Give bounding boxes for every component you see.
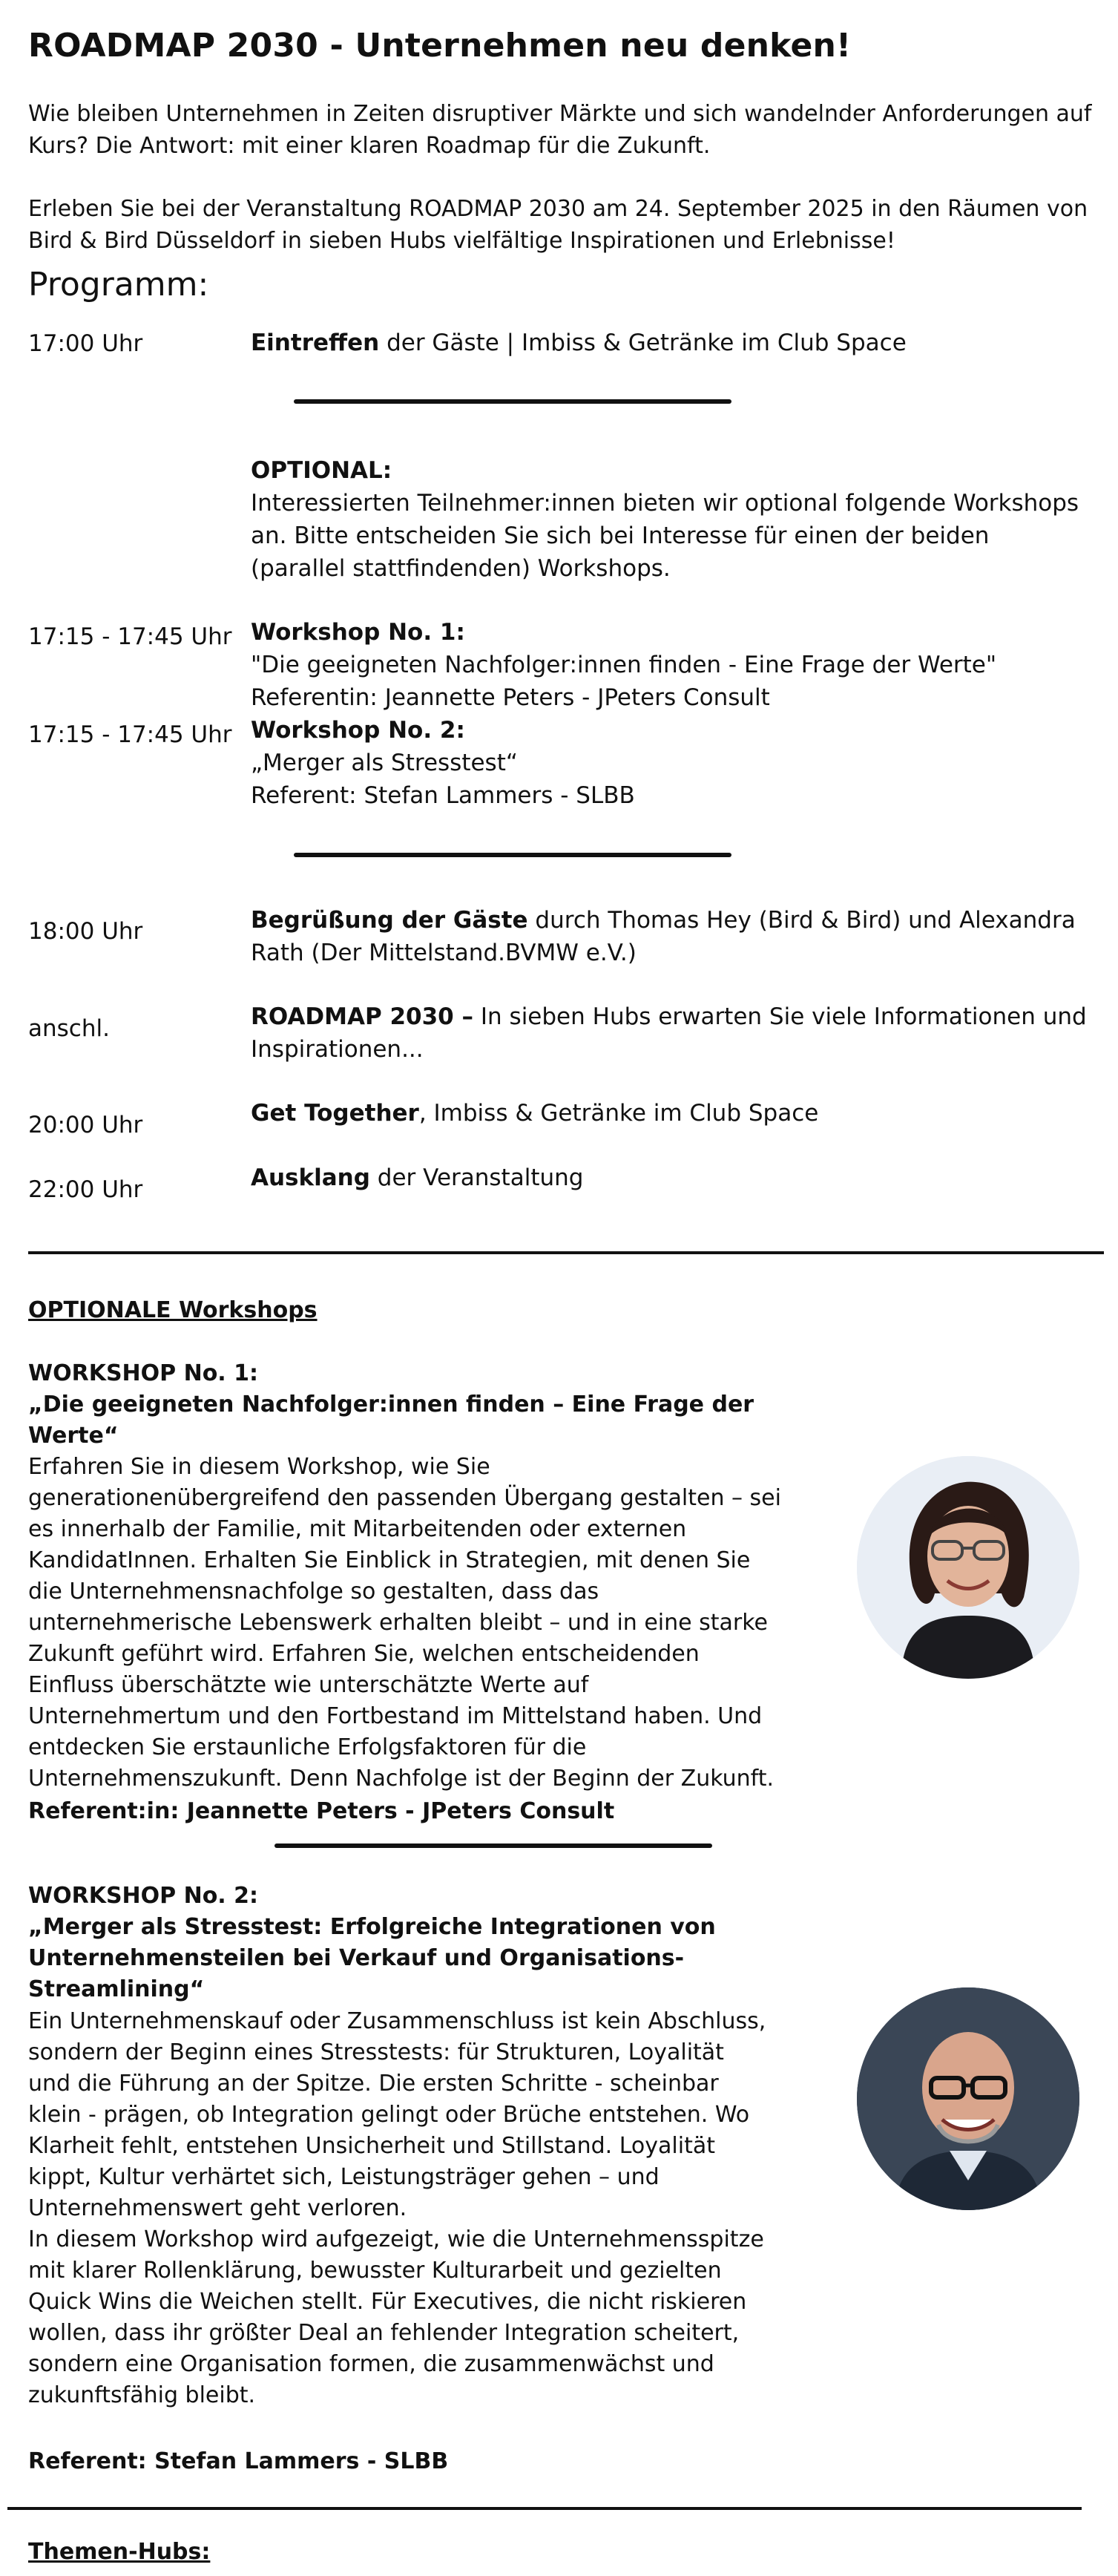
workshop-1-description: Erfahren Sie in diesem Workshop, wie Sie generationenübergreifend den passenden Übergang gestalten – sei es innerhalb der Familie, mit Mitarbeitenden oder externen KandidatInnen. Erhalten Sie Einblick in Strategien, mit denen Sie die Unternehmensnachfolge so gestalten, dass das unternehmerische Lebenswerk erhalten bleibt – und in eine starke Zukunft geführt wird. Erfahren Sie, welchen entscheidenden Einfluss überschätzte wie unterschätzte Werte auf Unternehmertum und den Fortbestand im Mittelstand haben. Und entdecken Sie erstaunliche Erfolgsfaktoren für die Unternehmenszukunft. Denn Nachfolge ist der Beginn der Zukunft. — [28, 1454, 781, 1792]
speaker-photo-stefan-lammers — [857, 1987, 1079, 2210]
brush-divider — [274, 1843, 712, 1848]
schedule-item-arrival: Eintreffen der Gäste | Imbiss & Getränke im Club Space — [251, 330, 907, 356]
workshop-2-heading: WORKSHOP No. 2: „Merger als Stresstest: Erfolgreiche Integrationen von Unternehmensteilen bei Verkauf und Organisations-Streamlining“ — [28, 1883, 716, 2002]
schedule-item-workshop-1: Workshop No. 1: "Die geeigneten Nachfolger:innen finden - Eine Frage der Werte" Referentin: Jeannette Peters - JPeters Consult — [251, 619, 997, 711]
brush-divider — [294, 399, 731, 404]
workshop-2-description: Ein Unternehmenskauf oder Zusammenschluss ist kein Abschluss, sondern der Beginn eines Stresstests: für Strukturen, Loyalität und die Führung an der Spitze. Die ersten Schritte - scheinbar klein - prägen, ob Integration gelingt oder Brüche entstehen. Wo Klarheit fehlt, entstehen Unsicherheit und Stillstand. Loyalität kippt, Kultur verhärtet sich, Leistungsträger gehen – und Unternehmenswert geht verloren. In diesem Workshop wird aufgezeigt, wie die Unternehmensspitze mit klarer Rollenklärung, bewusster Kulturarbeit und gezielten Quick Wins die Weichen stellt. Für Executives, die nicht riskieren wollen, dass ihr größter Deal an fehlender Integration scheitert, sondern eine Organisation formen, die zusammenwächst und zukunftsfähig bleibt. — [28, 2008, 766, 2408]
schedule-time: 17:15 - 17:45 Uhr — [28, 623, 232, 650]
section-divider — [7, 2507, 1082, 2510]
brush-divider — [294, 853, 731, 857]
schedule-item-get-together: Get Together, Imbiss & Getränke im Club Space — [251, 1100, 819, 1127]
schedule-time: 22:00 Uhr — [28, 1176, 143, 1203]
workshop-1-heading: WORKSHOP No. 1: „Die geeigneten Nachfolger:innen finden – Eine Frage der Werte“ — [28, 1360, 754, 1449]
schedule-item-roadmap: ROADMAP 2030 – In sieben Hubs erwarten Sie viele Informationen und Inspirationen... — [251, 1003, 1087, 1063]
schedule-item-workshop-2: Workshop No. 2: „Merger als Stresstest“ Referent: Stefan Lammers - SLBB — [251, 717, 635, 809]
schedule-time: 17:00 Uhr — [28, 330, 143, 357]
intro-paragraph-1: Wie bleiben Unternehmen in Zeiten disruptiver Märkte und sich wandelnder Anforderungen auf Kurs? Die Antwort: mit einer klaren Roadmap für die Zukunft. — [28, 101, 1092, 159]
speaker-photo-jeannette-peters — [857, 1456, 1079, 1679]
themen-hubs-heading: Themen-Hubs: — [28, 2539, 211, 2565]
schedule-item-closing: Ausklang der Veranstaltung — [251, 1164, 584, 1191]
programm-heading: Programm: — [28, 266, 209, 304]
optional-label: OPTIONAL: — [251, 457, 392, 484]
workshops-heading: OPTIONALE Workshops — [28, 1297, 318, 1323]
intro-paragraph-2: Erleben Sie bei der Veranstaltung ROADMAP 2030 am 24. September 2025 in den Räumen von Bird & Bird Düsseldorf in sieben Hubs vielfältige Inspirationen und Erlebnisse! — [28, 196, 1088, 254]
section-divider — [28, 1251, 1104, 1254]
portrait-man-icon — [857, 1987, 1079, 2210]
schedule-item-welcome: Begrüßung der Gäste durch Thomas Hey (Bird & Bird) und Alexandra Rath (Der Mittelstand.BVMW e.V.) — [251, 907, 1076, 966]
workshop-1-speaker: Referent:in: Jeannette Peters - JPeters Consult — [28, 1798, 615, 1824]
schedule-time: 17:15 - 17:45 Uhr — [28, 721, 232, 748]
portrait-woman-icon — [857, 1456, 1079, 1679]
schedule-time: 20:00 Uhr — [28, 1112, 143, 1138]
page-title: ROADMAP 2030 - Unternehmen neu denken! — [28, 27, 852, 65]
workshop-2-speaker: Referent: Stefan Lammers - SLBB — [28, 2448, 449, 2474]
optional-text: Interessierten Teilnehmer:innen bieten wir optional folgende Workshops an. Bitte entscheiden Sie sich bei Interesse für einen der beiden (parallel stattfindenden) Workshops. — [251, 490, 1079, 582]
schedule-time: anschl. — [28, 1015, 110, 1042]
schedule-time: 18:00 Uhr — [28, 918, 143, 945]
